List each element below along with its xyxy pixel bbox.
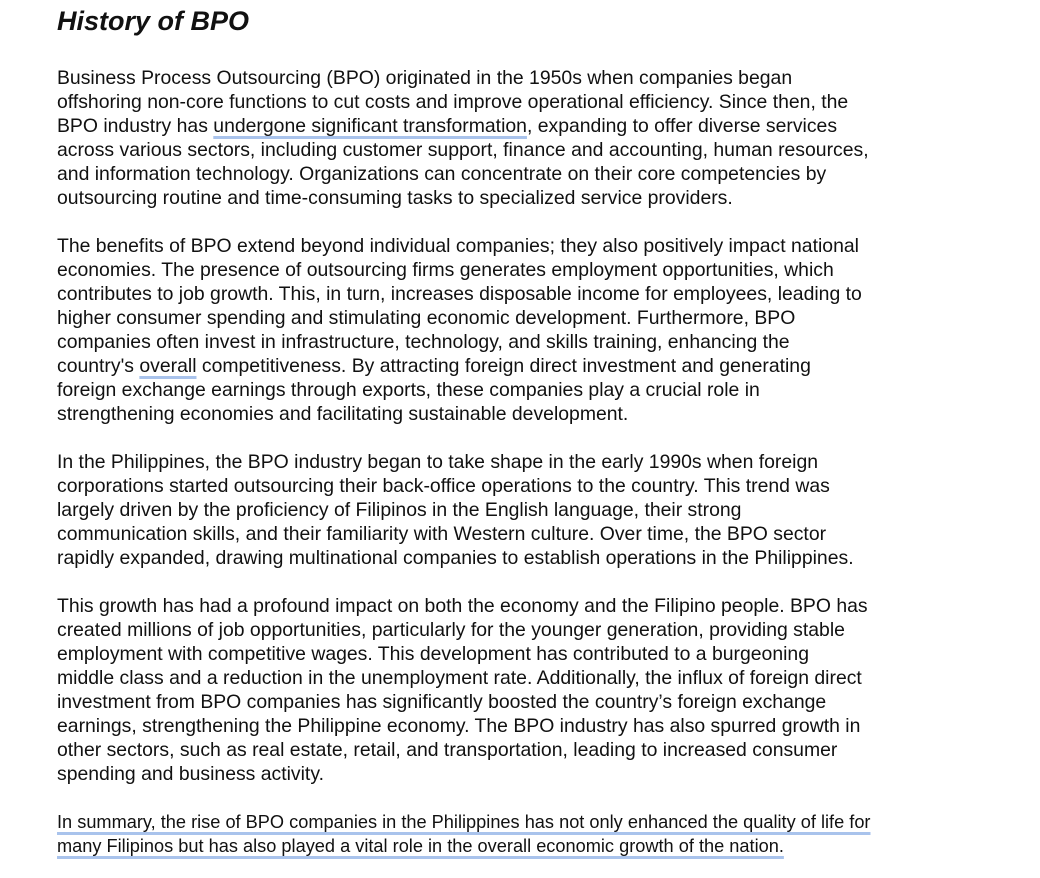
text-line: strengthening economies and facilitating sustainable development. (57, 403, 629, 425)
text-line: created millions of job opportunities, particularly for the younger generation, providing stable (57, 619, 845, 641)
text-line: middle class and a reduction in the unemployment rate. Additionally, the influx of foreign direct (57, 667, 862, 689)
text-line: other sectors, such as real estate, retail, and transportation, leading to increased consumer (57, 739, 838, 761)
document-title: History of BPO (57, 6, 250, 36)
text-line: spending and business activity. (57, 763, 324, 785)
text-line: companies often invest in infrastructure, technology, and skills training, enhancing the (57, 331, 790, 353)
text-span: country's (57, 355, 140, 377)
text-line: across various sectors, including customer support, finance and accounting, human resources, (57, 139, 869, 161)
text-line: higher consumer spending and stimulating economic development. Furthermore, BPO (57, 307, 796, 329)
text-line: employment with competitive wages. This development has contributed to a burgeoning (57, 643, 809, 665)
text-line-with-highlight (57, 354, 1017, 378)
text-line: outsourcing routine and time-consuming tasks to specialized service providers. (57, 187, 733, 209)
text-line: This growth has had a profound impact on both the economy and the Filipino people. BPO has (57, 595, 868, 617)
paragraph-4 (57, 594, 1017, 786)
highlighted-summary-line[interactable]: In summary, the rise of BPO companies in the Philippines has not only enhanced the quality of life for (57, 812, 871, 832)
text-line: communication skills, and their familiarity with Western culture. Over time, the BPO sector (57, 523, 827, 545)
summary-paragraph[interactable] (57, 810, 1017, 858)
text-span: competitiveness. By attracting foreign direct investment and generating (196, 355, 811, 377)
paragraph-1 (57, 66, 1017, 210)
text-line: foreign exchange earnings through exports, these companies play a crucial role in (57, 379, 760, 401)
text-span: , expanding to offer diverse services (526, 115, 838, 137)
highlighted-summary-line[interactable]: many Filipinos but has also played a vital role in the overall economic growth of the nation. (57, 836, 784, 856)
highlighted-phrase[interactable]: undergone significant transformation (213, 115, 527, 137)
text-line: In the Philippines, the BPO industry began to take shape in the early 1990s when foreign (57, 451, 819, 473)
text-line: Business Process Outsourcing (BPO) originated in the 1950s when companies began (57, 67, 793, 89)
text-line: investment from BPO companies has significantly boosted the country’s foreign exchange (57, 691, 827, 713)
text-span: BPO industry has (57, 115, 214, 137)
text-line: economies. The presence of outsourcing firms generates employment opportunities, which (57, 259, 834, 281)
paragraph-2 (57, 234, 1017, 426)
text-line: contributes to job growth. This, in turn, increases disposable income for employees, leading to (57, 283, 862, 305)
text-line: The benefits of BPO extend beyond individual companies; they also positively impact national (57, 235, 859, 257)
paragraph-3 (57, 450, 1017, 570)
text-line: and information technology. Organizations can concentrate on their core competencies by (57, 163, 827, 185)
text-line: earnings, strengthening the Philippine economy. The BPO industry has also spurred growth in (57, 715, 861, 737)
text-line: rapidly expanded, drawing multinational companies to establish operations in the Philippines. (57, 547, 854, 569)
text-line: largely driven by the proficiency of Filipinos in the English language, their strong (57, 499, 742, 521)
highlighted-word[interactable]: overall (139, 355, 197, 377)
text-line: corporations started outsourcing their back-office operations to the country. This trend was (57, 475, 830, 497)
document-page (57, 0, 1017, 858)
text-line: offshoring non-core functions to cut costs and improve operational efficiency. Since then, the (57, 91, 849, 113)
text-line-with-highlight (57, 114, 1017, 138)
